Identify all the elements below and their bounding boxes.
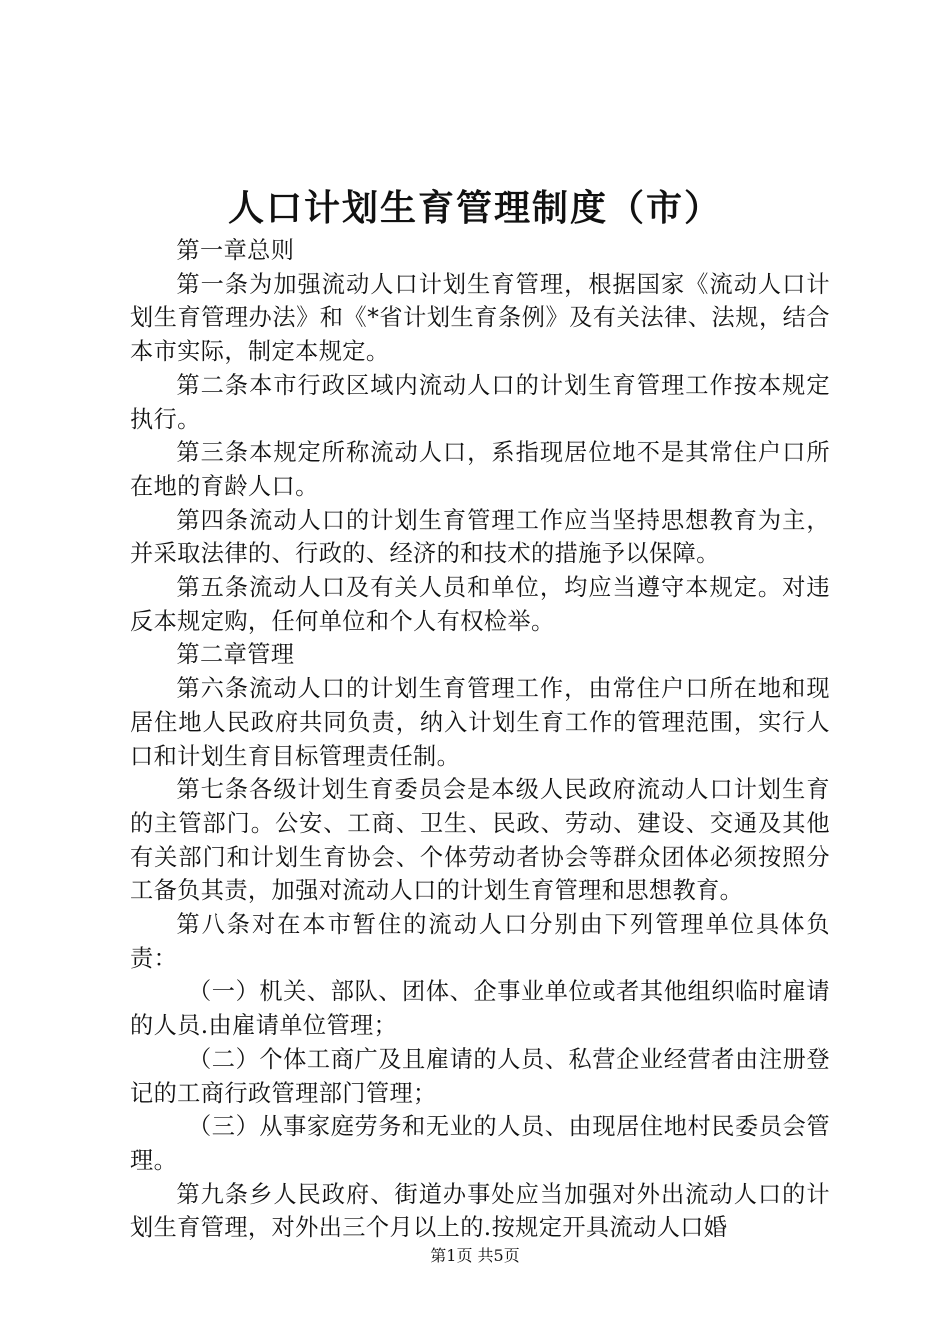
chapter-heading: 第二章管理	[176, 641, 295, 669]
article-paragraph: 第二条本市行政区域内流动人口的计划生育管理工作按本规定执行。	[130, 371, 830, 433]
list-item: （一）机关、部队、团体、企事业单位或者其他组织临时雇请的人员.由雇请单位管理；	[130, 978, 830, 1040]
chapter-heading: 第一章总则	[176, 237, 295, 264]
article-paragraph: 第一条为加强流动人口计划生育管理，根据国家《流动人口计划生育管理办法》和《*省计划生育条例》及有关法律、法规，结合本市实际，制定本规定。	[130, 270, 830, 366]
list-item: （二）个体工商广及且雇请的人员、私营企业经营者由注册登记的工商行政管理部门管理；	[130, 1045, 830, 1107]
article-paragraph: 第三条本规定所称流动人口，系指现居位地不是其常住户口所在地的育龄人口。	[130, 439, 830, 500]
page-footer: 第1页 共5页	[430, 1246, 520, 1265]
article-paragraph: 第七条各级计划生育委员会是本级人民政府流动人口计划生育的主管部门。公安、工商、卫生、民政、劳动、建设、交通及其他有关部门和计划生育协会、个体劳动者协会等群众团体必须按照分工备负其责，加强对流动人口的计划生育管理和思想教育。	[130, 776, 830, 905]
article-paragraph: 第四条流动人口的计划生育管理工作应当坚持思想教育为主，并采取法律的、行政的、经济的和技术的措施予以保障。	[130, 506, 830, 568]
document-title: 人口计划生育管理制度（市）	[227, 187, 722, 229]
list-item: （三）从事家庭劳务和无业的人员、由现居住地村民委员会管理。	[130, 1113, 830, 1174]
article-paragraph: 第六条流动人口的计划生育管理工作，由常住户口所在地和现居住地人民政府共同负责，纳入计划生育工作的管理范围，实行人口和计划生育目标管理责任制。	[130, 675, 830, 770]
article-paragraph: 第八条对在本市暂住的流动人口分别由下列管理单位具体负责：	[130, 911, 830, 972]
article-paragraph: 第九条乡人民政府、街道办事处应当加强对外出流动人口的计划生育管理，对外出三个月以上的.按规定开具流动人口婚	[130, 1180, 830, 1242]
document-body	[130, 234, 830, 1245]
article-paragraph: 第五条流动人口及有关人员和单位，均应当遵守本规定。对违反本规定购，任何单位和个人有权检举。	[130, 574, 830, 635]
